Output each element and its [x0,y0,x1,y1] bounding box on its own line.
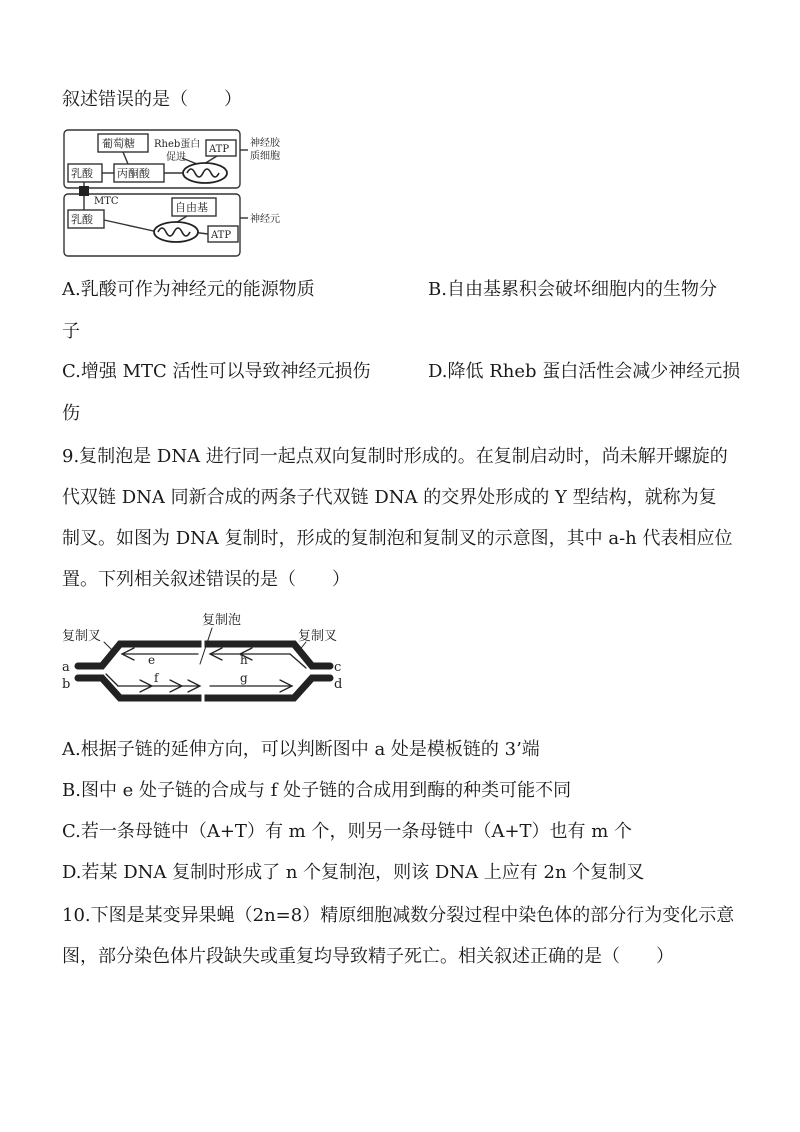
mitochondrion-bottom [154,222,198,242]
label-d: d [334,677,343,692]
label-glucose: 葡萄糖 [102,137,135,150]
label-glial-cell-2: 质细胞 [250,151,280,162]
q10-stem-line: 图，部分染色体片段缺失或重复均导致精子死亡。相关叙述正确的是（ ） [62,946,674,967]
label-g: g [240,671,248,685]
label-lactate-bottom: 乳酸 [71,213,93,226]
q10-stem-line: 10.下图是某变异果蝇（2n=8）精原细胞减数分裂过程中染色体的部分行为变化示意 [62,905,735,926]
label-glial-cell-1: 神经胶 [250,138,280,149]
label-free-radical: 自由基 [175,201,208,214]
q8-metabolism-figure [62,128,294,262]
mtc-transporter [79,186,89,196]
q9-option-c: C.若一条母链中（A+T）有 m 个，则另一条母链中（A+T）也有 m 个 [62,821,633,842]
label-fork-right: 复制叉 [298,629,338,644]
q9-option-d: D.若某 DNA 复制时形成了 n 个复制泡，则该 DNA 上应有 2n 个复制叉 [62,862,645,883]
label-e: e [148,653,156,667]
label-bubble: 复制泡 [202,613,242,628]
q9-stem-line: 代双链 DNA 同新合成的两条子代双链 DNA 的交界处形成的 Y 型结构，就称为复 [62,487,717,508]
label-atp-top: ATP [209,144,230,155]
q8-option-d: D.降低 Rheb 蛋白活性会减少神经元损 [428,361,741,382]
q9-stem-line: 制叉。如图为 DNA 复制时，形成的复制泡和复制叉的示意图，其中 a-h 代表相应位 [62,528,733,549]
label-lactate-top: 乳酸 [71,167,93,180]
label-atp-bottom: ATP [211,230,232,241]
q9-stem-line: 置。下列相关叙述错误的是（ ） [62,569,350,590]
q9-option-a: A.根据子链的延伸方向，可以判断图中 a 处是模板链的 3’端 [62,739,540,760]
q9-stem-line: 9.复制泡是 DNA 进行同一起点双向复制时形成的。在复制启动时，尚未解开螺旋的 [62,446,728,467]
label-fork-left: 复制叉 [62,629,102,644]
q8-stem-tail: 叙述错误的是（ ） [62,89,242,110]
label-promote: 促进 [166,152,186,163]
label-h: h [240,653,248,667]
q8-option-b: B.自由基累积会破坏细胞内的生物分 [428,279,717,300]
mitochondrion-top [183,163,227,183]
label-neuron: 神经元 [250,214,280,225]
label-mtc: MTC [94,196,119,207]
q8-option-c: C.增强 MTC 活性可以导致神经元损伤 [62,361,371,382]
label-f: f [154,671,159,685]
label-b: b [62,677,71,692]
label-a: a [62,660,70,675]
label-rheb-protein: Rheb蛋白 [154,139,201,150]
label-c: c [334,660,342,675]
q8-option-a: A.乳酸可作为神经元的能源物质 [62,279,315,300]
q9-option-b: B.图中 e 处子链的合成与 f 处子链的合成用到酶的种类可能不同 [62,780,572,801]
q8-option-d-cont: 伤 [62,403,80,424]
q9-replication-figure [62,608,346,718]
q8-option-b-cont: 子 [62,321,80,342]
label-pyruvate: 丙酮酸 [117,167,150,180]
